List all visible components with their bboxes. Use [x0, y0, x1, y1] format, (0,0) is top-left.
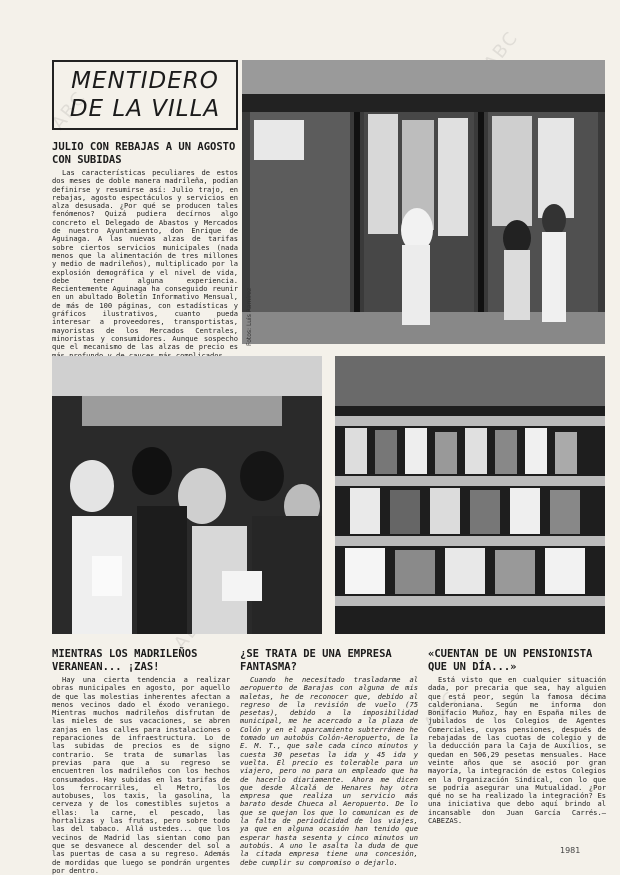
abc-watermark: ABC — [479, 27, 523, 74]
section-title-box — [52, 60, 238, 130]
footer-mark: 1981 — [560, 846, 581, 855]
shop-window-photo — [242, 60, 605, 344]
article4-body: Está visto que en cualquier situación dada, por precaria que sea, hay alguien que está peor, según la famosa décima calderoniana. Según me informa don Bonifacio Muñoz, hay en España miles de jubilados de los Colegios de Agentes Comerciales, cuyas pensiones, después de rebajadas de las cuotas de colegio y de la deducción para la Caja de Auxilios, se quedan en 506,29 pesetas mensuales. Hace veinte años que se asoció por gran mayoría, la integración de estos Colegios en la Organización Sindical, con lo que se podría asegurar una Mutualidad. ¿Por qué no se ha realizado la integración? Es una iniciativa que debo aquí brindo al incansable don Juan García Carrés.—CABEZAS. — [428, 675, 606, 826]
article1-headline: JULIO CON REBAJAS A UN AGOSTO CON SUBIDAS — [52, 141, 236, 166]
crowd-photo — [52, 356, 322, 634]
article1-body: Las características peculiares de estos dos meses de doble manera madrileña, podían definirse y resumirse así: Julio trajo, en rebajas, agosto espectáculos y servicios en alza desusada. ¿Por qué se producen tales fenómenos? Quizá pudiera decírnos algo concreto el Delegado de Abastos y Mercados de nuestro Ayuntamiento, don Enrique de Aguinaga. A las nuevas alzas de tarifas sobre ciertos servicios municipales (nada menos que la alimentación de tres millones y medio de madrileños), multiplicado por la explosión demográfica y el nivel de vida, debe tener alguna experiencia. Recientemente Aguinaga ha conseguido reunir en un abultado Boletín Informativo Mensual, de más de 100 páginas, con estadísticas y gráficos ilustrativos, cuanto pueda interesar a proveedores, transportistas, mayoristas de los Mercados Centrales, minoristas y consumidores. Aunque sospecho que el mecanismo de las alzas de precio es — [52, 168, 238, 352]
abc-watermark: ABC — [419, 687, 463, 734]
article3-headline: ¿SE TRATA DE UNA EMPRESA FANTASMA? — [240, 648, 392, 673]
article2-headline: MIENTRAS LOS MADRILEÑOS VERANEAN... ¡ZAS! — [52, 648, 198, 673]
abc-watermark: ABC — [47, 87, 91, 134]
section-title-line1: MENTIDERO — [71, 68, 219, 94]
section-title-line2: DE LA VILLA — [69, 96, 221, 122]
shelves-photo — [335, 356, 605, 634]
article3-body: Cuando he necesitado trasladarme al aeropuerto de Barajas con alguna de mis maletas, he de reconocer que, debido al regreso de la revisión de vuelo (75 pesetas), debido a la imposibilidad municipal, me he acercado a la plaza de Colón y en el aparcamiento subterráneo he tomado un autobús Colón-Aeropuerto, de la E. M. T., que sale cada cinco minutos y cuesta 30 pesetas la ida y 45 ida y vuelta. El precio es tolerable para un viajero, pero no para un empleado que ha de hacerlo diariamente. Ahora me dicen que desde Alcalá de Henares hay otra empresa que realiza un servicio más barato desde Chueca al Aeropuerto. De lo que se quejan los que lo comunican es de la falta de periodicidad de los viajes, ya que en alguna ocasión han tenido que esperar hasta sesenta y cinco minutos un autobús. A uno le asalta la duda de que la citada empresa tiene una concesión, debe cumplir su compromiso o dejarlo. — [240, 675, 418, 867]
article2-body: Hay una cierta tendencia a realizar obras municipales en agosto, por aquello de que las molestias inherentes afectan a menos vecinos dado el éxodo veraniego. Mientras muchos madrileños disfrutan de las mieles de sus vacaciones, se abren zanjas en las calles para instalaciones o reparaciones de infraestructura. Lo de las subidas de precios es de signo contrario. Se trata de sumarlas las previas para que a su regreso se encuentren los madrileños con los hechos consumados. Hay subidas en las tarifas de los ferrocarriles, el Metro, los autobuses, los taxis, la gasolina, la cerveza y de los comestibles sujetos a ellas: la carne, el pescado, las hortalizas y las frutas, pero sobre todo las del tabaco. Allá ustedes... que los vecinos de Madrid las sientan como pan que se desvanece al descender del sol a las puertas de casa a su regreso. Además de mordidas que luego se pondrán urgentes por dentro. — [52, 675, 230, 875]
photo-credit: Fotos: Luis Ramírez — [246, 287, 253, 346]
article4-headline: «CUENTAN DE UN PENSIONISTA QUE UN DÍA...» — [428, 648, 593, 673]
